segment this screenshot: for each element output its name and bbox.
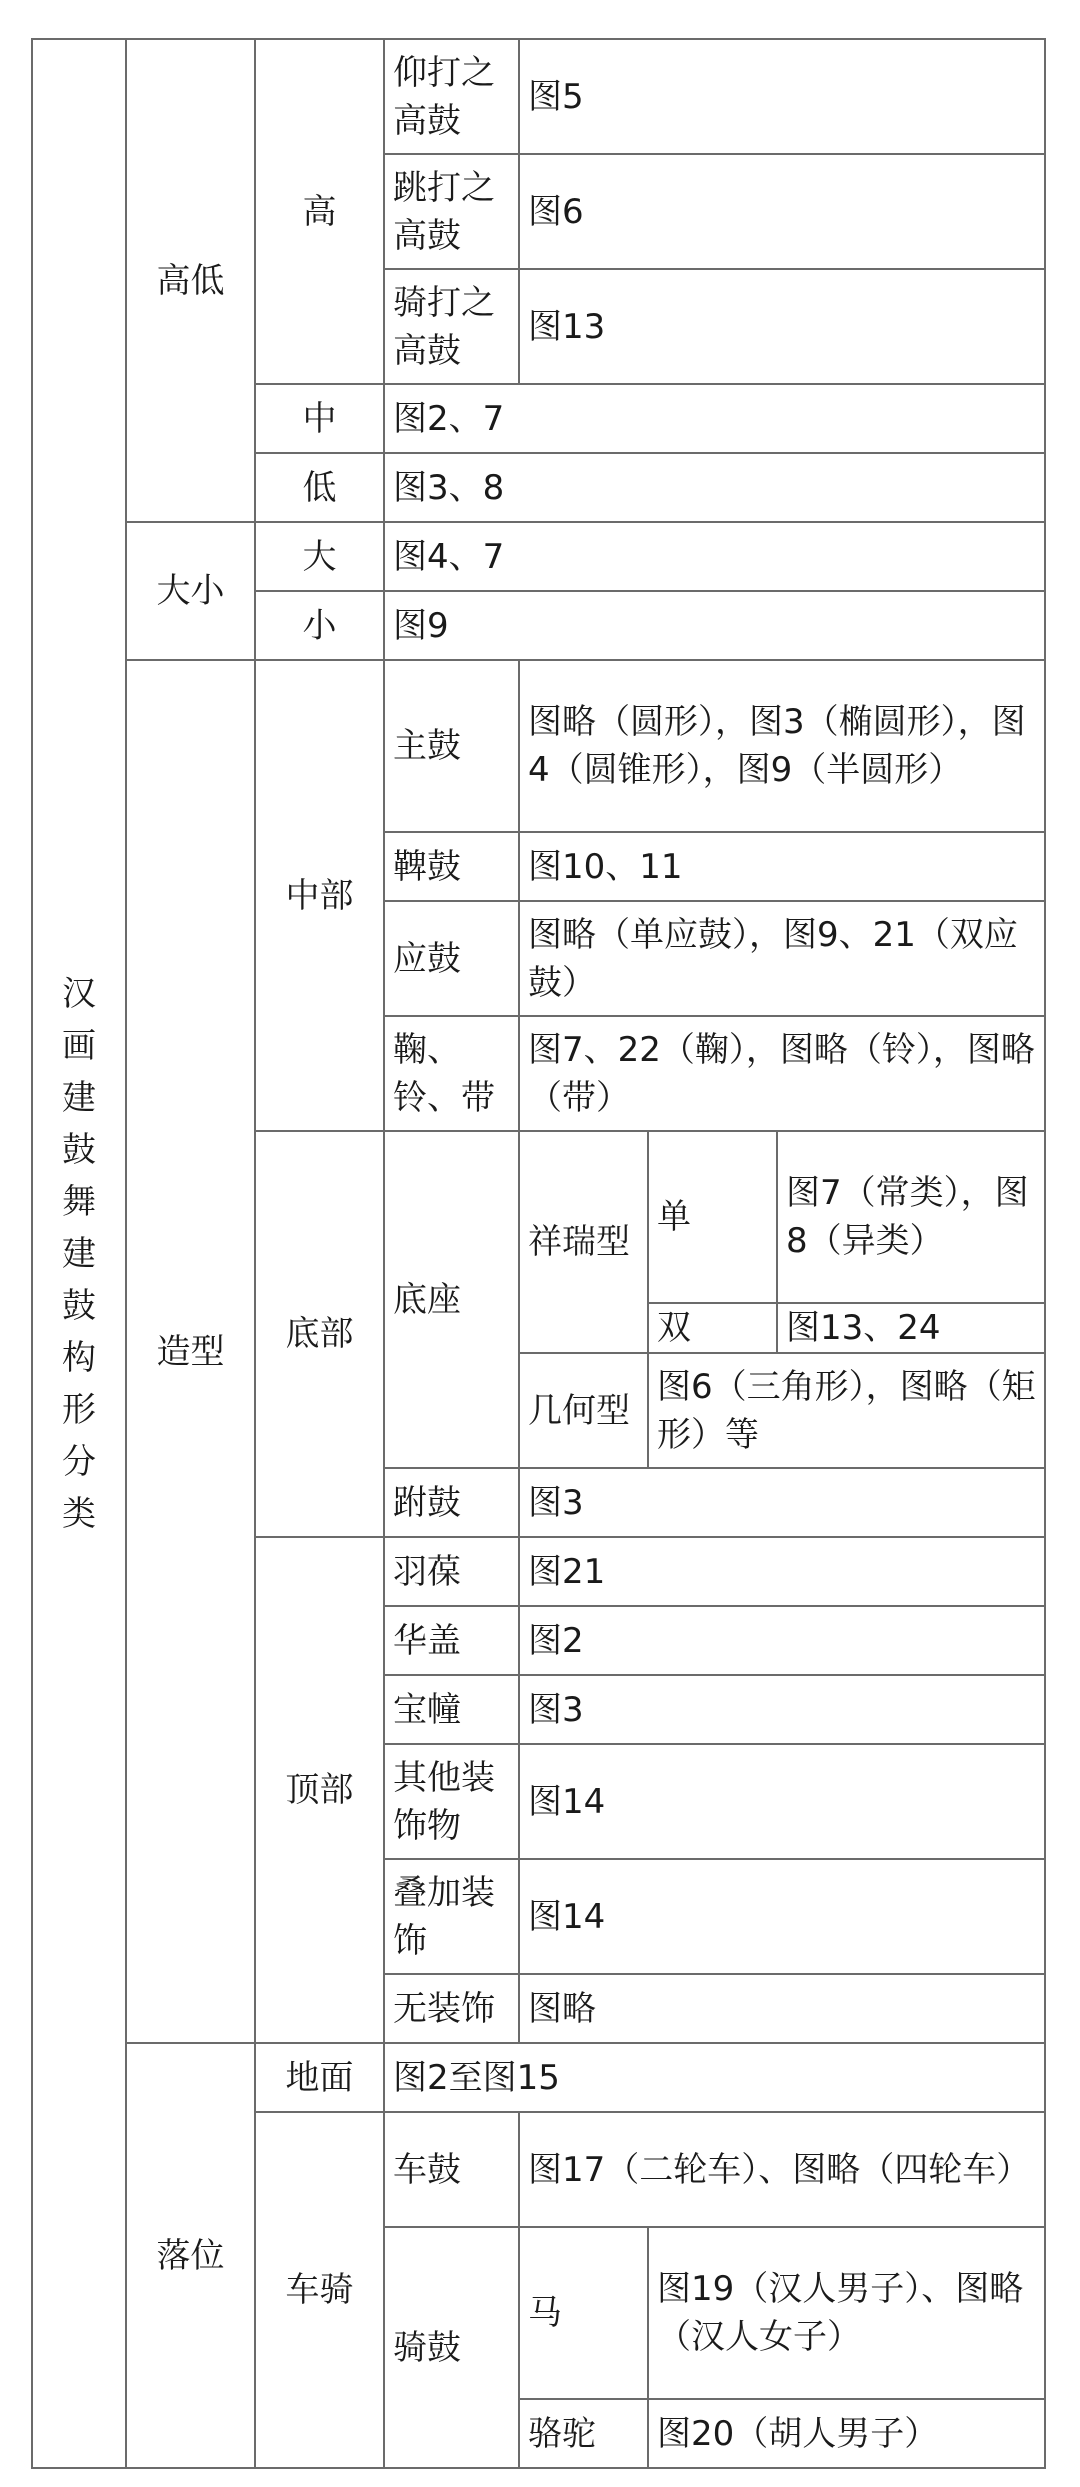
item-label-cell: 叠加装饰 bbox=[384, 1859, 519, 1974]
category-size: 大小 bbox=[126, 522, 255, 660]
table-row bbox=[32, 522, 1045, 591]
item-value-cell: 图2至图15 bbox=[384, 2043, 1045, 2112]
base-type-auspicious: 祥瑞型 bbox=[519, 1131, 648, 1353]
item-value-cell: 图2 bbox=[519, 1606, 1045, 1675]
item-value-cell: 图13、24 bbox=[777, 1303, 1045, 1353]
subcategory-bottom: 底部 bbox=[255, 1131, 384, 1537]
table-row bbox=[32, 2043, 1045, 2112]
item-value-cell: 图略 bbox=[519, 1974, 1045, 2043]
subcategory-high: 高 bbox=[255, 39, 384, 384]
item-value-cell: 图3 bbox=[519, 1675, 1045, 1744]
subcategory-middle: 中部 bbox=[255, 660, 384, 1131]
item-label-cell: 车鼓 bbox=[384, 2112, 519, 2227]
subcategory-vehicle: 车骑 bbox=[255, 2112, 384, 2468]
item-value-cell: 图6（三角形），图略（矩形）等 bbox=[648, 1353, 1045, 1468]
item-value-cell: 图3 bbox=[519, 1468, 1045, 1537]
riding-camel-label: 骆驼 bbox=[519, 2399, 648, 2468]
item-value-cell: 图13 bbox=[519, 269, 1045, 384]
subcategory-ground: 地面 bbox=[255, 2043, 384, 2112]
item-value-cell: 图7、22（鞠），图略（铃），图略（带） bbox=[519, 1016, 1045, 1131]
auspicious-single-label: 单 bbox=[648, 1131, 777, 1303]
table-row bbox=[32, 39, 1045, 154]
item-value-cell: 图9 bbox=[384, 591, 1045, 660]
item-label-cell: 主鼓 bbox=[384, 660, 519, 832]
subcategory-small: 小 bbox=[255, 591, 384, 660]
drum-classification-table bbox=[31, 38, 1046, 2469]
subcategory-big: 大 bbox=[255, 522, 384, 591]
item-value-cell: 图14 bbox=[519, 1859, 1045, 1974]
root-category-cell bbox=[32, 39, 126, 2468]
item-value-cell: 图5 bbox=[519, 39, 1045, 154]
item-label-cell: 应鼓 bbox=[384, 901, 519, 1016]
auspicious-double-label: 双 bbox=[648, 1303, 777, 1353]
item-value-cell: 图14 bbox=[519, 1744, 1045, 1859]
category-shape: 造型 bbox=[126, 660, 255, 2043]
table-row bbox=[32, 660, 1045, 832]
item-label-cell: 跗鼓 bbox=[384, 1468, 519, 1537]
category-placement: 落位 bbox=[126, 2043, 255, 2468]
item-label-cell: 羽葆 bbox=[384, 1537, 519, 1606]
item-label-cell: 宝幢 bbox=[384, 1675, 519, 1744]
item-value-cell: 图7（常类），图8（异类） bbox=[777, 1131, 1045, 1303]
item-value-cell: 图6 bbox=[519, 154, 1045, 269]
root-category-label: 汉画建鼓舞建鼓构形分类 bbox=[62, 973, 96, 1534]
item-value-cell: 图略（圆形），图3（椭圆形），图4（圆锥形），图9（半圆形） bbox=[519, 660, 1045, 832]
base-type-geometric: 几何型 bbox=[519, 1353, 648, 1468]
item-label-cell: 鞠、铃、带 bbox=[384, 1016, 519, 1131]
subcategory-base: 底座 bbox=[384, 1131, 519, 1468]
item-label-cell: 华盖 bbox=[384, 1606, 519, 1675]
item-value-cell: 图20（胡人男子） bbox=[648, 2399, 1045, 2468]
item-value-cell: 图略（单应鼓），图9、21（双应鼓） bbox=[519, 901, 1045, 1016]
item-value-cell: 图17（二轮车）、图略（四轮车） bbox=[519, 2112, 1045, 2227]
item-value-cell: 图21 bbox=[519, 1537, 1045, 1606]
riding-horse-label: 马 bbox=[519, 2227, 648, 2399]
item-label-cell: 其他装饰物 bbox=[384, 1744, 519, 1859]
item-value-cell: 图2、7 bbox=[384, 384, 1045, 453]
subcategory-mid: 中 bbox=[255, 384, 384, 453]
item-value-cell: 图10、11 bbox=[519, 832, 1045, 901]
subcategory-low: 低 bbox=[255, 453, 384, 522]
item-label-cell: 仰打之高鼓 bbox=[384, 39, 519, 154]
item-value-cell: 图3、8 bbox=[384, 453, 1045, 522]
item-label-cell: 跳打之高鼓 bbox=[384, 154, 519, 269]
category-height: 高低 bbox=[126, 39, 255, 522]
subcategory-top: 顶部 bbox=[255, 1537, 384, 2043]
item-label-cell: 鞞鼓 bbox=[384, 832, 519, 901]
item-label-cell: 骑鼓 bbox=[384, 2227, 519, 2468]
item-label-cell: 无装饰 bbox=[384, 1974, 519, 2043]
item-value-cell: 图19（汉人男子）、图略（汉人女子） bbox=[648, 2227, 1045, 2399]
item-label-cell: 骑打之高鼓 bbox=[384, 269, 519, 384]
item-value-cell: 图4、7 bbox=[384, 522, 1045, 591]
